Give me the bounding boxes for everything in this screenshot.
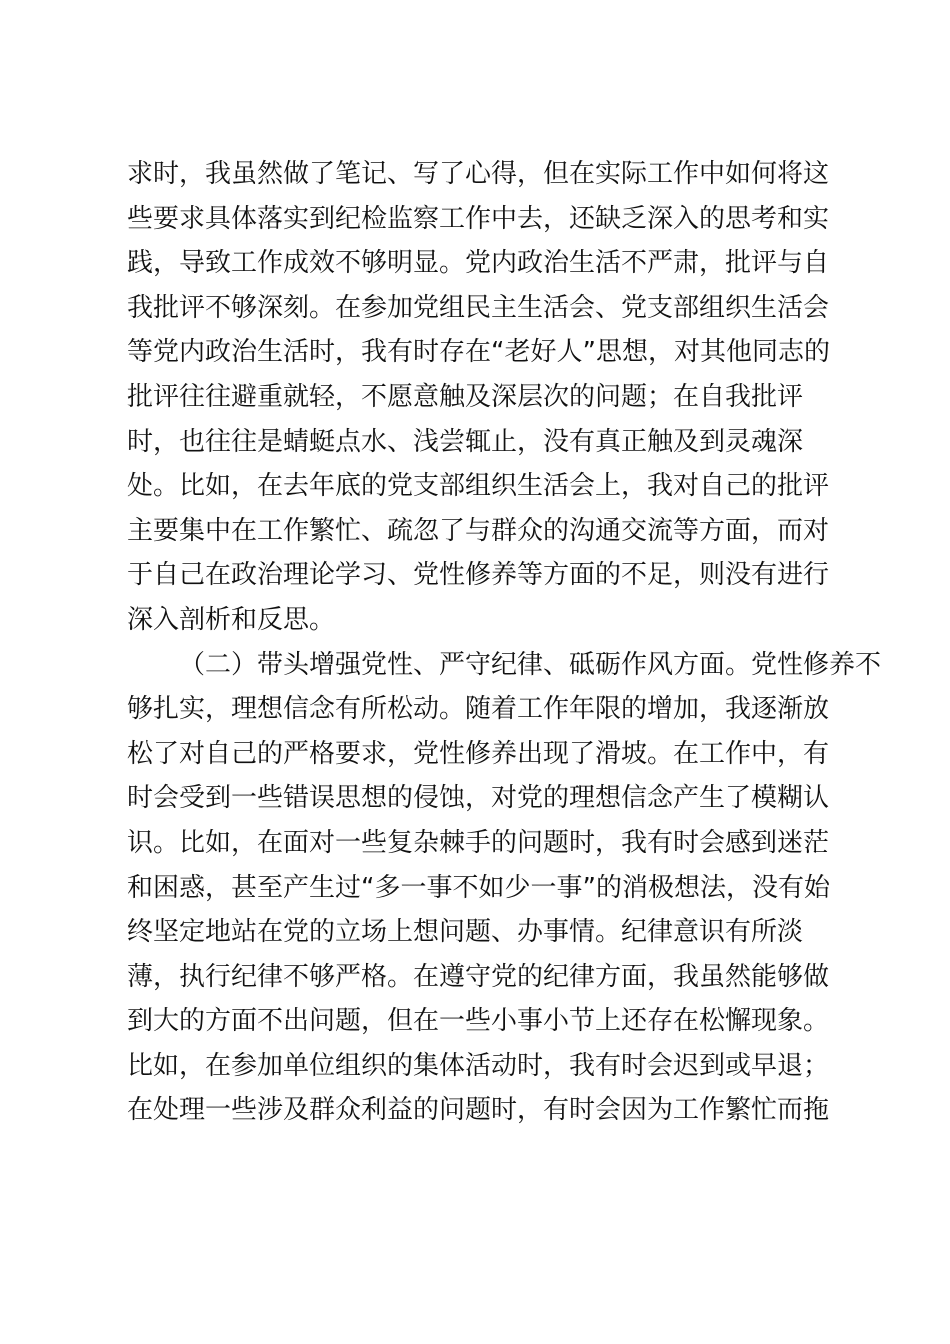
text-line: 时，也往往是蜻蜓点水、浅尝辄止，没有真正触及到灵魂深 — [127, 426, 804, 457]
text-line: 践，导致工作成效不够明显。党内政治生活不严肃，批评与自 — [127, 248, 830, 279]
text-line: 到大的方面不出问题，但在一些小事小节上还存在松懈现象。 — [127, 1006, 830, 1037]
text-line: 薄，执行纪律不够严格。在遵守党的纪律方面，我虽然能够做 — [127, 961, 830, 992]
text-line: 松了对自己的严格要求，党性修养出现了滑坡。在工作中，有 — [127, 738, 830, 769]
paragraph-1 — [127, 152, 830, 643]
text-line: 识。比如，在面对一些复杂棘手的问题时，我有时会感到迷茫 — [127, 827, 830, 858]
text-line: 深入剖析和反思。 — [127, 604, 336, 635]
text-line: 和困惑，甚至产生过“多一事不如少一事”的消极想法，没有始 — [127, 872, 830, 903]
text-line: 处。比如，在去年底的党支部组织生活会上，我对自己的批评 — [127, 471, 830, 502]
text-line-indented: （二）带头增强党性、严守纪律、砥砺作风方面。党性修养不 — [179, 649, 882, 680]
text-line: 批评往往避重就轻，不愿意触及深层次的问题；在自我批评 — [127, 381, 804, 412]
paragraph-2 — [127, 643, 882, 1134]
text-line: 终坚定地站在党的立场上想问题、办事情。纪律意识有所淡 — [127, 917, 804, 948]
text-line: 比如，在参加单位组织的集体活动时，我有时会迟到或早退； — [127, 1050, 830, 1081]
text-line: 于自己在政治理论学习、党性修养等方面的不足，则没有进行 — [127, 560, 830, 591]
text-line: 求时，我虽然做了笔记、写了心得，但在实际工作中如何将这 — [127, 159, 830, 189]
text-line: 时会受到一些错误思想的侵蚀，对党的理想信念产生了模糊认 — [127, 783, 830, 814]
text-line: 些要求具体落实到纪检监察工作中去，还缺乏深入的思考和实 — [127, 203, 830, 234]
text-line: 我批评不够深刻。在参加党组民主生活会、党支部组织生活会 — [127, 292, 830, 323]
text-line: 够扎实，理想信念有所松动。随着工作年限的增加，我逐渐放 — [127, 694, 830, 725]
body-text — [127, 152, 882, 1133]
text-line: 等党内政治生活时，我有时存在“老好人”思想，对其他同志的 — [127, 337, 830, 368]
text-line: 在处理一些涉及群众利益的问题时，有时会因为工作繁忙而拖 — [127, 1095, 830, 1126]
text-line: 主要集中在工作繁忙、疏忽了与群众的沟通交流等方面，而对 — [127, 515, 830, 546]
